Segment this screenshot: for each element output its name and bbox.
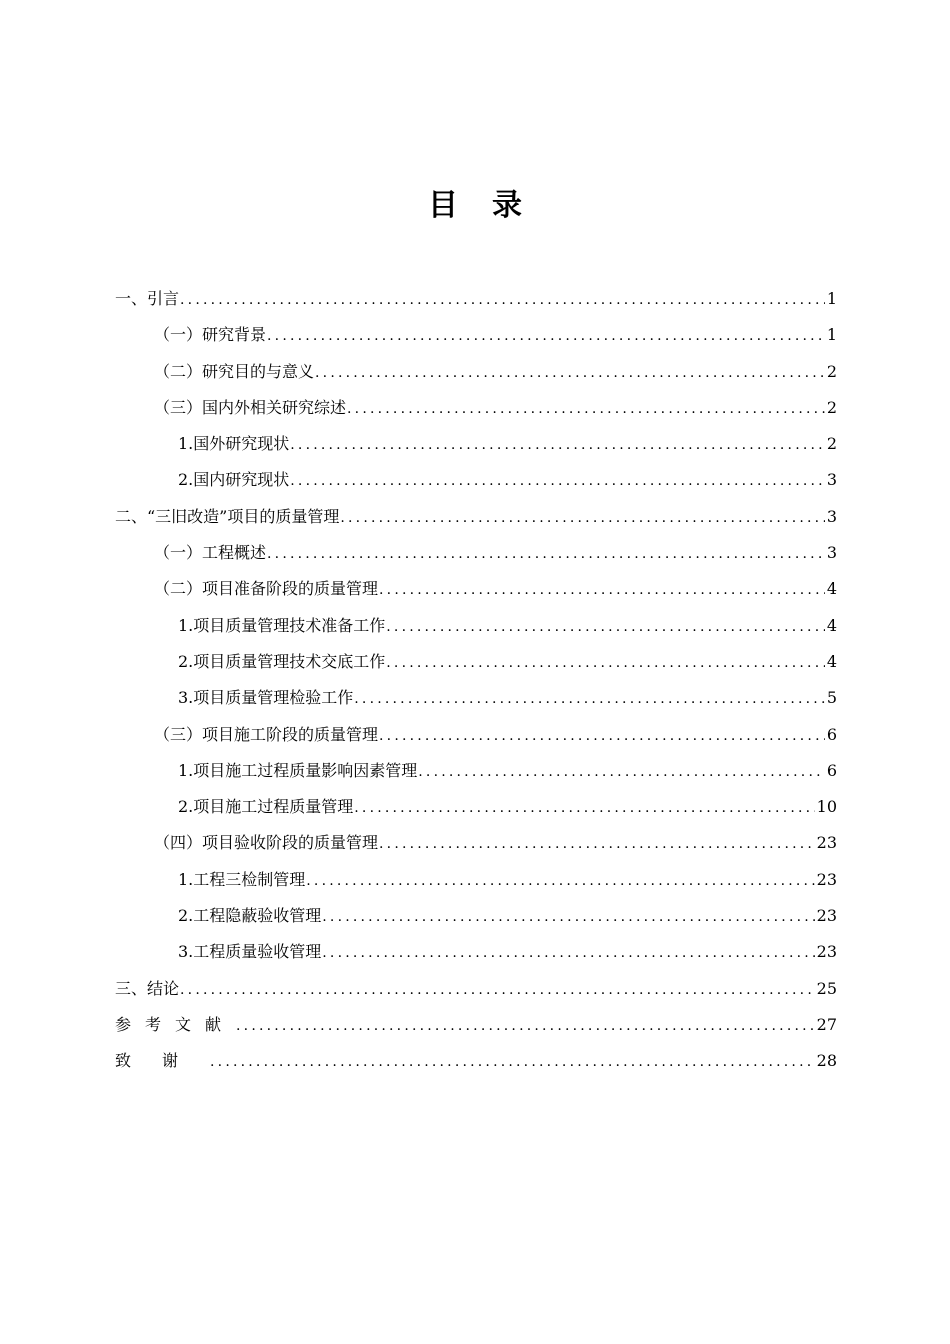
toc-entry[interactable] <box>115 644 837 680</box>
toc-entry-text: （二）研究目的与意义 <box>154 361 315 381</box>
toc-entry-text: 参考文献 <box>115 1014 236 1034</box>
toc-leader-dots <box>290 427 825 463</box>
toc-leader-dots <box>315 355 825 391</box>
table-of-contents <box>115 281 837 1080</box>
toc-leader-dots <box>267 536 825 572</box>
toc-page-number: 4 <box>826 615 837 635</box>
toc-leader-dots <box>386 645 825 681</box>
toc-entry-text: （三）国内外相关研究综述 <box>154 397 347 417</box>
toc-page-number: 3 <box>826 506 837 526</box>
toc-leader-dots <box>210 1044 815 1080</box>
toc-leader-dots <box>180 972 815 1008</box>
toc-entry-text: 三、结论 <box>115 978 180 998</box>
toc-page-number: 6 <box>826 724 837 744</box>
toc-entry[interactable] <box>115 281 837 317</box>
toc-entry[interactable] <box>115 608 837 644</box>
toc-leader-dots <box>180 282 825 318</box>
toc-entry[interactable] <box>115 680 837 716</box>
toc-entry[interactable] <box>115 934 837 970</box>
toc-entry[interactable] <box>115 717 837 753</box>
toc-entry-text: （一）工程概述 <box>154 543 267 563</box>
toc-page-number: 5 <box>826 688 837 708</box>
toc-entry-text: 2.项目施工过程质量管理 <box>178 797 354 817</box>
toc-leader-dots <box>267 318 825 354</box>
toc-leader-dots <box>354 790 814 826</box>
toc-entry[interactable] <box>115 354 837 390</box>
toc-entry[interactable] <box>115 898 837 934</box>
toc-leader-dots <box>340 500 824 536</box>
toc-entry-text: 1.项目施工过程质量影响因素管理 <box>178 760 418 780</box>
toc-page-number: 2 <box>826 361 837 381</box>
toc-entry-text: 一、引言 <box>115 289 180 308</box>
toc-leader-dots <box>306 863 814 899</box>
toc-page-number: 23 <box>816 869 837 889</box>
toc-page-number: 3 <box>826 543 837 563</box>
toc-leader-dots <box>418 754 825 790</box>
toc-leader-dots <box>379 572 825 608</box>
toc-entry[interactable] <box>115 390 837 426</box>
toc-entry[interactable] <box>115 499 837 535</box>
toc-page-number: 1 <box>826 325 837 345</box>
toc-leader-dots <box>322 899 814 935</box>
toc-page-number: 25 <box>816 978 837 998</box>
toc-page-number: 1 <box>826 289 837 308</box>
toc-page-number: 27 <box>816 1014 837 1034</box>
toc-entry[interactable] <box>115 426 837 462</box>
toc-entry[interactable] <box>115 1007 837 1043</box>
toc-page-number: 28 <box>816 1051 837 1071</box>
title-char-2: 录 <box>492 188 522 223</box>
toc-entry[interactable] <box>115 971 837 1007</box>
toc-entry[interactable] <box>115 1043 837 1079</box>
toc-entry[interactable] <box>115 862 837 898</box>
toc-page-number: 4 <box>826 651 837 671</box>
toc-entry-text: 1.项目质量管理技术准备工作 <box>178 615 386 635</box>
toc-entry-text: 3.项目质量管理检验工作 <box>178 688 354 708</box>
toc-leader-dots <box>322 935 814 971</box>
toc-entry-text: 致谢 <box>115 1051 210 1071</box>
toc-entry-text: 2.工程隐蔽验收管理 <box>178 906 322 926</box>
toc-entry-text: 1.国外研究现状 <box>178 434 290 454</box>
toc-page-number: 6 <box>826 760 837 780</box>
toc-page-number: 10 <box>816 797 837 817</box>
toc-entry-text: 2.国内研究现状 <box>178 470 290 490</box>
toc-entry-text: （一）研究背景 <box>154 325 267 345</box>
toc-page-number: 23 <box>816 833 837 853</box>
toc-leader-dots <box>379 718 825 754</box>
page-title <box>0 186 950 226</box>
toc-leader-dots <box>386 609 825 645</box>
toc-page-number: 2 <box>826 434 837 454</box>
toc-leader-dots <box>290 463 825 499</box>
toc-leader-dots <box>354 681 825 717</box>
toc-page-number: 23 <box>816 906 837 926</box>
toc-page-number: 2 <box>826 397 837 417</box>
toc-entry[interactable] <box>115 789 837 825</box>
toc-entry-text: 2.项目质量管理技术交底工作 <box>178 651 386 671</box>
toc-entry[interactable] <box>115 535 837 571</box>
toc-entry[interactable] <box>115 317 837 353</box>
title-char-1: 目 <box>428 188 458 223</box>
toc-entry-text: （四）项目验收阶段的质量管理 <box>154 833 379 853</box>
toc-entry[interactable] <box>115 825 837 861</box>
toc-leader-dots <box>379 826 815 862</box>
toc-entry[interactable] <box>115 753 837 789</box>
toc-page-number: 23 <box>816 942 837 962</box>
toc-leader-dots <box>236 1008 815 1044</box>
toc-entry-text: 1.工程三检制管理 <box>178 869 306 889</box>
toc-entry[interactable] <box>115 571 837 607</box>
toc-page-number: 4 <box>826 579 837 599</box>
toc-page-number: 3 <box>826 470 837 490</box>
toc-entry-text: （三）项目施工阶段的质量管理 <box>154 724 379 744</box>
toc-entry-text: 二、“三旧改造”项目的质量管理 <box>115 506 340 526</box>
toc-entry-text: （二）项目准备阶段的质量管理 <box>154 579 379 599</box>
toc-leader-dots <box>347 391 825 427</box>
toc-entry[interactable] <box>115 462 837 498</box>
toc-entry-text: 3.工程质量验收管理 <box>178 942 322 962</box>
